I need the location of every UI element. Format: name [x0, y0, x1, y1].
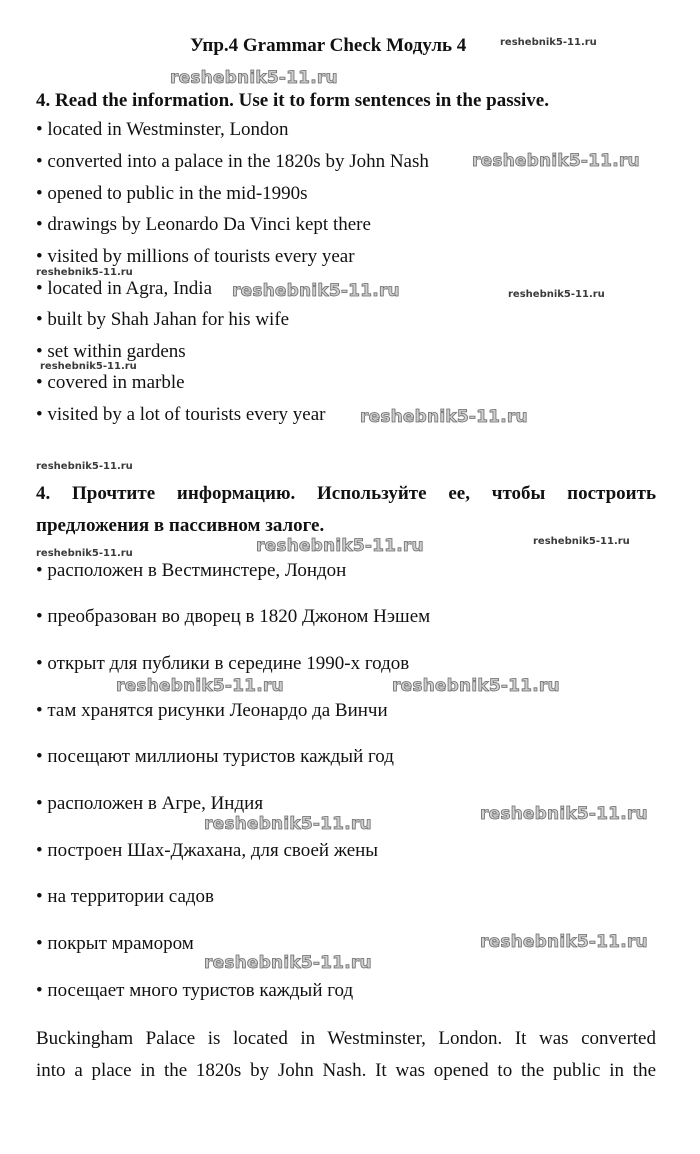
- english-list-item: • visited by a lot of tourists every year: [36, 404, 326, 425]
- watermark: reshebnik5-11.ru: [40, 361, 137, 372]
- english-list-item: • located in Westminster, London: [36, 119, 289, 140]
- watermark: reshebnik5-11.ru: [204, 953, 372, 973]
- watermark: reshebnik5-11.ru: [36, 548, 133, 559]
- russian-list-item: • на территории садов: [36, 886, 215, 907]
- russian-list-item: • там хранятся рисунки Леонардо да Винчи: [36, 700, 388, 721]
- watermark: reshebnik5-11.ru: [480, 804, 648, 824]
- russian-list-item: • покрыт мрамором: [36, 933, 194, 954]
- russian-list-item: • построен Шах-Джахана, для своей жены: [36, 840, 379, 861]
- answer-paragraph-line: into a place in the 1820s by John Nash. It was opened to the public in the: [36, 1060, 656, 1081]
- russian-list-item: • посещает много туристов каждый год: [36, 980, 354, 1001]
- english-list-item: • built by Shah Jahan for his wife: [36, 309, 290, 330]
- watermark: reshebnik5-11.ru: [500, 37, 597, 48]
- watermark: reshebnik5-11.ru: [472, 151, 640, 171]
- english-list-item: • converted into a palace in the 1820s by John Nash: [36, 151, 429, 172]
- english-task-heading: 4. Read the information. Use it to form sentences in the passive.: [36, 90, 549, 111]
- page-title: Упр.4 Grammar Check Модуль 4: [190, 35, 467, 56]
- russian-list-item: • посещают миллионы туристов каждый год: [36, 746, 394, 767]
- watermark: reshebnik5-11.ru: [232, 281, 400, 301]
- watermark: reshebnik5-11.ru: [36, 267, 133, 278]
- russian-list-item: • расположен в Вестминстере, Лондон: [36, 560, 347, 581]
- watermark: reshebnik5-11.ru: [533, 536, 630, 547]
- watermark: reshebnik5-11.ru: [256, 536, 424, 556]
- watermark: reshebnik5-11.ru: [116, 676, 284, 696]
- russian-list-item: • открыт для публики в середине 1990-х годов: [36, 653, 410, 674]
- english-list-item: • set within gardens: [36, 341, 186, 362]
- english-list-item: • opened to public in the mid-1990s: [36, 183, 308, 204]
- watermark: reshebnik5-11.ru: [480, 932, 648, 952]
- english-list-item: • covered in marble: [36, 372, 185, 393]
- watermark: reshebnik5-11.ru: [360, 407, 528, 427]
- english-list-item: • visited by millions of tourists every year: [36, 246, 355, 267]
- watermark: reshebnik5-11.ru: [204, 814, 372, 834]
- watermark: reshebnik5-11.ru: [170, 68, 338, 88]
- english-list-item: • drawings by Leonardo Da Vinci kept there: [36, 214, 371, 235]
- answer-paragraph-line: Buckingham Palace is located in Westminster, London. It was converted: [36, 1028, 656, 1049]
- russian-list-item: • преобразован во дворец в 1820 Джоном Нэшем: [36, 606, 431, 627]
- watermark: reshebnik5-11.ru: [508, 289, 605, 300]
- russian-list-item: • расположен в Агре, Индия: [36, 793, 264, 814]
- english-list-item: • located in Agra, India: [36, 278, 213, 299]
- watermark: reshebnik5-11.ru: [36, 461, 133, 472]
- watermark: reshebnik5-11.ru: [392, 676, 560, 696]
- russian-task-heading: 4. Прочтите информацию. Используйте ее, чтобы построить предложения в пассивном залоге.: [36, 483, 656, 536]
